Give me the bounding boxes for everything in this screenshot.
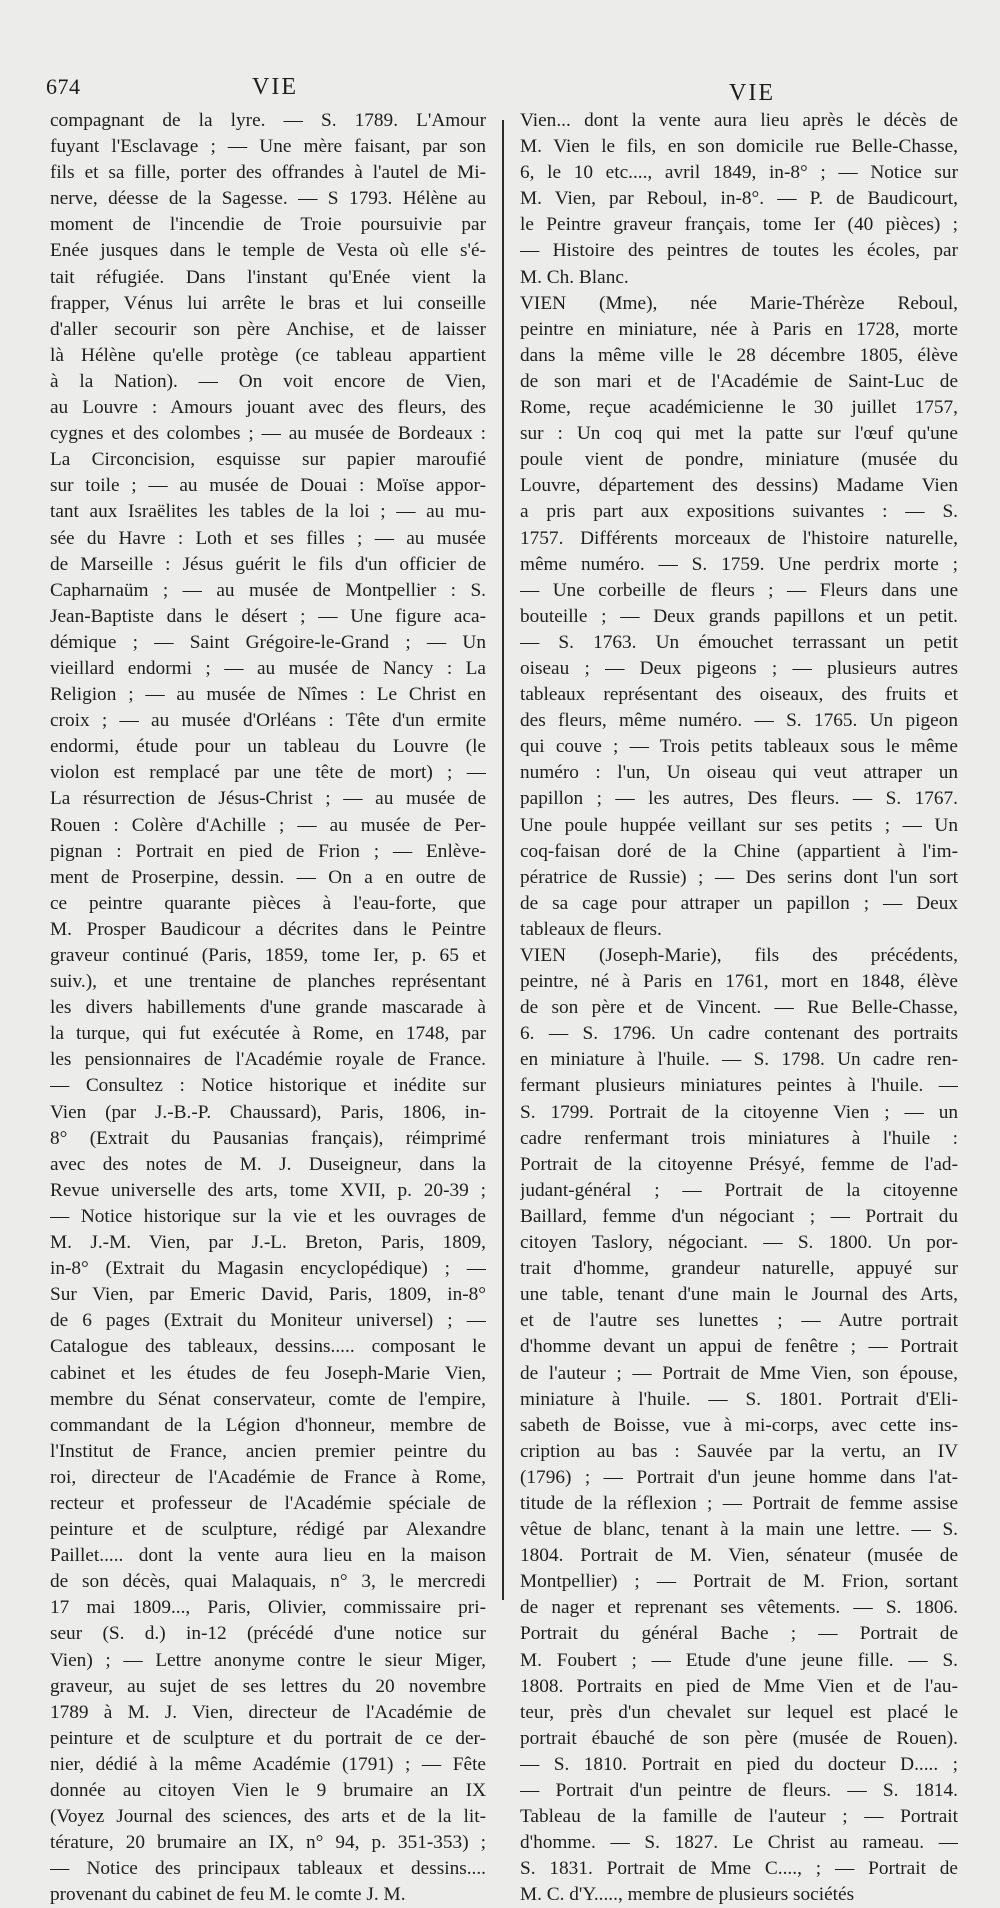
- text-line: Enée jusques dans le temple de Vesta où elle s'é-: [50, 240, 486, 262]
- text-line: in-8° (Extrait du Magasin encyclopédique) ; —: [50, 1258, 486, 1280]
- text-line: endormi, étude pour un tableau du Louvre (le: [50, 736, 486, 758]
- text-line: compagnant de la lyre. — S. 1789. L'Amour: [50, 110, 486, 131]
- text-line: judant-général ; — Portrait de la citoyenne: [520, 1179, 958, 1201]
- text-line: suiv.), et une trentaine de planches représentant: [50, 971, 486, 993]
- text-line: peinture et de sculpture, rédigé par Alexandre: [50, 1519, 486, 1541]
- text-line: (Voyez Journal des sciences, des arts et de la lit-: [50, 1806, 486, 1828]
- text-line: graveur, au sujet de ses lettres du 20 novembre: [50, 1675, 486, 1697]
- text-line: sur : Un coq qui met la patte sur l'œuf qu'une: [520, 423, 958, 445]
- text-line: La résurrection de Jésus-Christ ; — au musée de: [50, 788, 486, 810]
- text-line: de son père et de Vincent. — Rue Belle-Chasse,: [520, 997, 958, 1019]
- text-line: 17 mai 1809..., Paris, Olivier, commissaire pri-: [50, 1597, 486, 1619]
- text-line: tableaux représentant des oiseaux, des fruits et: [520, 684, 958, 706]
- text-line: recteur et professeur de l'Académie spéciale de: [50, 1492, 486, 1514]
- text-line: frapper, Vénus lui arrête le bras et lui conseille: [50, 292, 486, 314]
- text-line: titude de la réflexion ; — Portrait de femme assise: [520, 1492, 958, 1514]
- text-line: démique ; — Saint Grégoire-le-Grand ; — Un: [50, 631, 486, 653]
- text-line: graveur continué (Paris, 1859, tome Ier, p. 65 et: [50, 945, 486, 966]
- text-line: peintre, né à Paris en 1761, mort en 1848, élève: [520, 971, 958, 993]
- text-line: pignan : Portrait en pied de Frion ; — Enlève-: [50, 840, 486, 862]
- text-line: 1757. Différents morceaux de l'histoire naturelle,: [520, 527, 958, 549]
- text-line: bouteille ; — Deux grands papillons et un petit.: [520, 605, 958, 627]
- text-line: à la Nation). — On voit encore de Vien,: [50, 370, 486, 392]
- text-line: 1808. Portraits en pied de Mme Vien et de l'au-: [520, 1675, 958, 1697]
- text-line: Portrait de la citoyenne Présyé, femme de l'ad-: [520, 1153, 958, 1175]
- text-line: citoyen Taslory, négociant. — S. 1800. Un por-: [520, 1232, 958, 1254]
- text-line: cabinet et les études de feu Joseph-Marie Vien,: [50, 1362, 486, 1384]
- text-line: miniature à l'huile. — S. 1801. Portrait d'Eli-: [520, 1388, 958, 1410]
- right-text-column: [520, 108, 958, 1908]
- text-line: une table, tenant d'une main le Journal des Arts,: [520, 1284, 958, 1306]
- left-running-head: VIE: [252, 74, 298, 100]
- text-line: cription au bas : Sauvée par la vertu, an IV: [520, 1440, 958, 1462]
- text-line: — Une corbeille de fleurs ; — Fleurs dans une: [520, 579, 958, 601]
- text-line: seur (S. d.) in-12 (précédé d'une notice sur: [50, 1623, 486, 1645]
- text-line: croix ; — au musée d'Orléans : Tête d'un ermite: [50, 710, 486, 732]
- text-line: Baillard, femme d'un négociant ; — Portrait du: [520, 1205, 958, 1227]
- text-line: Une poule huppée veillant sur ses petits ; — Un: [520, 814, 958, 836]
- text-line: là Hélène qu'elle protège (ce tableau appartient: [50, 344, 486, 366]
- text-line: peinture et de sculpture et du portrait de ce der-: [50, 1727, 486, 1749]
- text-line: d'aller secourir son père Anchise, et de laisser: [50, 318, 486, 340]
- text-line: de nager et reprenant ses vêtements. — S. 1806.: [520, 1597, 958, 1619]
- text-line: Revue universelle des arts, tome XVII, p. 20-39 ;: [50, 1179, 486, 1201]
- text-line: coq-faisan doré de la Chine (appartient à l'im-: [520, 840, 958, 862]
- text-line: violon est remplacé par une tête de mort) ; —: [50, 762, 486, 784]
- text-line: VIEN (Joseph-Marie), fils des précédents,: [520, 945, 958, 966]
- text-line: fermant plusieurs miniatures peintes à l'huile. —: [520, 1075, 958, 1097]
- text-line: a pris part aux expositions suivantes : — S.: [520, 501, 958, 523]
- text-line: VIEN (Mme), née Marie-Thérèze Reboul,: [520, 292, 958, 314]
- text-line: de l'auteur ; — Portrait de Mme Vien, son épouse,: [520, 1362, 958, 1384]
- text-line: trait d'homme, grandeur naturelle, appuyé sur: [520, 1258, 958, 1280]
- right-running-head: VIE: [729, 80, 775, 106]
- text-line: avec des notes de M. J. Duseigneur, dans la: [50, 1153, 486, 1175]
- text-line: Catalogue des tableaux, dessins..... composant le: [50, 1336, 486, 1358]
- text-line: numéro : l'un, Un oiseau qui veut attraper un: [520, 762, 958, 784]
- text-line: — Consultez : Notice historique et inédite sur: [50, 1075, 486, 1097]
- text-line: donnée au citoyen Vien le 9 brumaire an IX: [50, 1780, 486, 1801]
- text-line: 6. — S. 1796. Un cadre contenant des portraits: [520, 1023, 958, 1045]
- text-line: (1796) ; — Portrait d'un jeune homme dans l'at-: [520, 1466, 958, 1488]
- text-line: 1804. Portrait de M. Vien, sénateur (musée de: [520, 1545, 958, 1567]
- text-line: ment de Proserpine, dessin. — On a en outre de: [50, 866, 486, 888]
- text-line: S. 1831. Portrait de Mme C...., ; — Portrait de: [520, 1858, 958, 1880]
- text-line: Paillet..... dont la vente aura lieu en la maison: [50, 1545, 486, 1567]
- text-line: commandant de la Légion d'honneur, membre de: [50, 1414, 486, 1436]
- text-line: Vien... dont la vente aura lieu après le décès de: [520, 110, 958, 131]
- text-line: membre du Sénat conservateur, comte de l'empire,: [50, 1388, 486, 1410]
- text-line: Vien (par J.-B.-P. Chaussard), Paris, 1806, in-: [50, 1101, 486, 1123]
- text-line: Religion ; — au musée de Nîmes : Le Christ en: [50, 684, 486, 706]
- text-line: Portrait du général Bache ; — Portrait de: [520, 1623, 958, 1645]
- text-line: poule vient de pondre, miniature (musée du: [520, 449, 958, 471]
- text-line: Louvre, département des dessins) Madame Vien: [520, 475, 958, 497]
- text-line: Rome, reçue académicienne le 30 juillet 1757,: [520, 397, 958, 419]
- text-line: 1789 à M. J. Vien, directeur de l'Académie de: [50, 1701, 486, 1723]
- text-line: cadre renfermant trois miniatures à l'huile :: [520, 1127, 958, 1149]
- text-line: Tableau de la famille de l'auteur ; — Portrait: [520, 1806, 958, 1828]
- text-line: les pensionnaires de l'Académie royale de France.: [50, 1049, 486, 1071]
- text-line: 8° (Extrait du Pausanias français), réimprimé: [50, 1127, 486, 1149]
- text-line: l'Institut de France, ancien premier peintre du: [50, 1440, 486, 1462]
- text-line: S. 1799. Portrait de la citoyenne Vien ; — un: [520, 1101, 958, 1123]
- text-line: Capharnaüm ; — au musée de Montpellier : S.: [50, 579, 486, 601]
- text-line: fils et sa fille, porter des offrandes à l'autel de Mi-: [50, 162, 486, 184]
- text-line: M. Vien, par Reboul, in-8°. — P. de Baudicourt,: [520, 188, 958, 210]
- text-line: papillon ; — les autres, Des fleurs. — S. 1767.: [520, 788, 958, 810]
- text-line: tableaux de fleurs.: [520, 918, 662, 940]
- text-line: teur, près d'un chevalet sur lequel est placé le: [520, 1701, 958, 1723]
- text-line: roi, directeur de l'Académie de France à Rome,: [50, 1466, 486, 1488]
- text-line: fuyant l'Esclavage ; — Une mère faisant, par son: [50, 136, 486, 158]
- text-line: sée du Havre : Loth et ses filles ; — au musée: [50, 527, 486, 549]
- text-line: vêtue de blanc, tenant à la main une lettre. — S.: [520, 1519, 958, 1541]
- text-line: Jean-Baptiste dans le désert ; — Une figure aca-: [50, 605, 486, 627]
- text-line: Rouen : Colère d'Achille ; — au musée de Per-: [50, 814, 486, 836]
- text-line: térature, 20 brumaire an IX, n° 94, p. 351-353) ;: [50, 1832, 486, 1854]
- text-line: de son mari et de l'Académie de Saint-Luc de: [520, 370, 958, 392]
- text-line: peintre en miniature, née à Paris en 1728, morte: [520, 318, 958, 340]
- text-line: de 6 pages (Extrait du Moniteur universel) ; —: [50, 1310, 486, 1332]
- text-line: dans la même ville le 28 décembre 1805, élève: [520, 344, 958, 366]
- text-line: Vien) ; — Lettre anonyme contre le sieur Miger,: [50, 1649, 486, 1671]
- text-line: 6, le 10 etc...., avril 1849, in-8° ; — Notice sur: [520, 162, 958, 184]
- text-line: — S. 1810. Portrait en pied du docteur D..... ;: [520, 1753, 958, 1775]
- text-line: oiseau ; — Deux pigeons ; — plusieurs autres: [520, 657, 958, 679]
- text-line: les divers habillements d'une grande mascarade à: [50, 997, 486, 1019]
- text-line: M. Foubert ; — Etude d'une jeune fille. — S.: [520, 1649, 958, 1671]
- text-line: — Portrait d'un peintre de fleurs. — S. 1814.: [520, 1780, 958, 1801]
- text-line: d'homme. — S. 1827. Le Christ au rameau. —: [520, 1832, 958, 1854]
- text-line: sabeth de Boisse, vue à mi-corps, avec cette ins-: [520, 1414, 958, 1436]
- text-line: moment de l'incendie de Troie poursuivie par: [50, 214, 486, 236]
- text-line: qui couve ; — Trois petits tableaux sous le même: [520, 736, 958, 758]
- text-line: de son décès, quai Malaquais, n° 3, le mercredi: [50, 1571, 486, 1593]
- text-line: ce peintre quarante pièces à l'eau-forte, que: [50, 892, 486, 914]
- text-line: tait réfugiée. Dans l'instant qu'Enée vient la: [50, 266, 486, 288]
- left-text-column: [50, 108, 486, 1908]
- text-line: portrait ébauché de son père (musée de Rouen).: [520, 1727, 958, 1749]
- text-line: en miniature à l'huile. — S. 1798. Un cadre ren-: [520, 1049, 958, 1071]
- text-line: au Louvre : Amours jouant avec des fleurs, des: [50, 397, 486, 419]
- text-line: M. J.-M. Vien, par J.-L. Breton, Paris, 1809,: [50, 1232, 486, 1254]
- text-line: provenant du cabinet de feu M. le comte J. M.: [50, 1884, 406, 1906]
- text-line: d'homme devant un appui de fenêtre ; — Portrait: [520, 1336, 958, 1358]
- text-line: M. Ch. Blanc.: [520, 266, 629, 288]
- text-line: — S. 1763. Un émouchet terrassant un petit: [520, 631, 958, 653]
- text-line: et de l'autre ses lunettes ; — Autre portrait: [520, 1310, 958, 1332]
- text-line: la turque, qui fut exécutée à Rome, en 1748, par: [50, 1023, 486, 1045]
- text-line: cygnes et des colombes ; — au musée de Bordeaux :: [50, 423, 486, 445]
- text-line: nier, dédié à la même Académie (1791) ; — Fête: [50, 1753, 486, 1775]
- text-line: Sur Vien, par Emeric David, Paris, 1809, in-8°: [50, 1284, 486, 1306]
- text-line: le Peintre graveur français, tome Ier (40 pièces) ;: [520, 214, 958, 236]
- text-line: La Circoncision, esquisse sur papier maroufié: [50, 449, 486, 471]
- text-line: — Notice historique sur la vie et les ouvrages de: [50, 1205, 486, 1227]
- column-rule: [502, 120, 504, 1600]
- text-line: de sa cage pour attraper un papillon ; — Deux: [520, 892, 958, 914]
- text-line: même numéro. — S. 1759. Une perdrix morte ;: [520, 553, 958, 575]
- text-line: des fleurs, même numéro. — S. 1765. Un pigeon: [520, 710, 958, 732]
- text-line: M. Vien le fils, en son domicile rue Belle-Chasse,: [520, 136, 958, 158]
- text-line: sur toile ; — au musée de Douai : Moïse appor-: [50, 475, 486, 497]
- text-line: M. C. d'Y....., membre de plusieurs sociétés: [520, 1884, 855, 1906]
- page-number: 674: [46, 74, 81, 99]
- text-line: nerve, déesse de la Sagesse. — S 1793. Hélène au: [50, 188, 486, 210]
- text-line: — Notice des principaux tableaux et dessins....: [50, 1858, 486, 1880]
- text-line: Montpellier) ; — Portrait de M. Frion, sortant: [520, 1571, 958, 1593]
- text-line: tant aux Israëlites les tables de la loi ; — au mu-: [50, 501, 486, 523]
- text-line: — Histoire des peintres de toutes les écoles, par: [520, 240, 958, 262]
- text-line: vieillard endormi ; — au musée de Nancy : La: [50, 657, 486, 679]
- text-line: pératrice de Russie) ; — Des serins dont l'un sort: [520, 866, 958, 888]
- text-line: M. Prosper Baudicour a décrites dans le Peintre: [50, 918, 486, 940]
- text-line: de Marseille : Jésus guérit le fils d'un officier de: [50, 553, 486, 575]
